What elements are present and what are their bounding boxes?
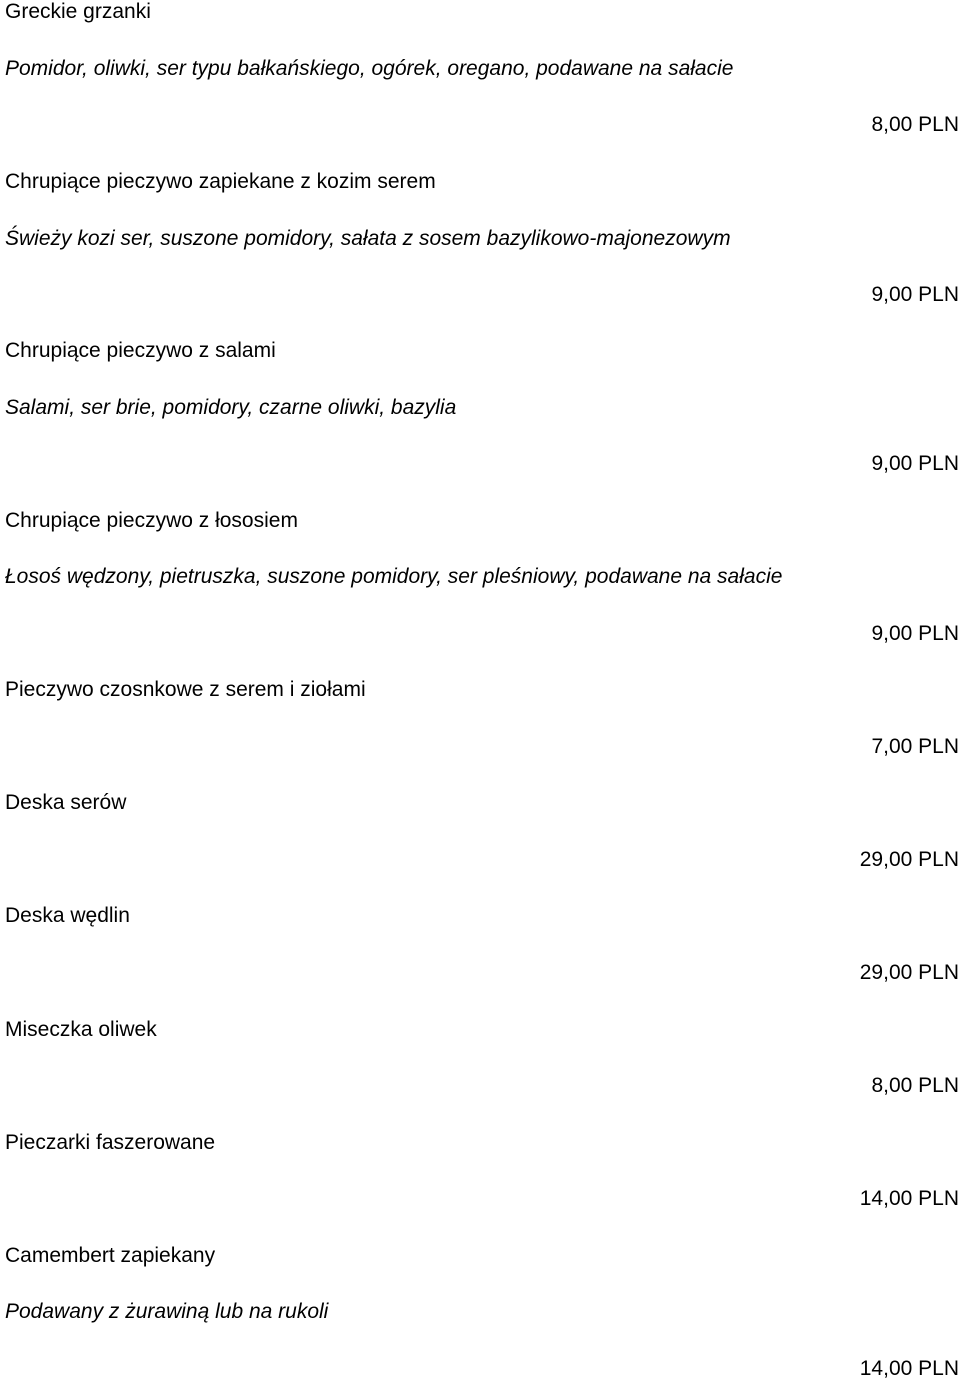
menu-item-price: 14,00 PLN — [859, 1357, 959, 1380]
menu-item-price: 8,00 PLN — [871, 113, 959, 136]
menu-item-price: 29,00 PLN — [859, 848, 959, 871]
menu-item-name: Greckie grzanki — [5, 0, 151, 23]
menu-item-price: 9,00 PLN — [871, 283, 959, 306]
menu-item-price: 9,00 PLN — [871, 622, 959, 645]
menu-item-name: Pieczywo czosnkowe z serem i ziołami — [5, 678, 366, 701]
menu-item-name: Miseczka oliwek — [5, 1018, 157, 1041]
menu-item-description: Pomidor, oliwki, ser typu bałkańskiego, ogórek, oregano, podawane na sałacie — [5, 57, 734, 80]
menu-item-name: Deska serów — [5, 791, 127, 814]
menu-item-description: Salami, ser brie, pomidory, czarne oliwki, bazylia — [5, 396, 457, 419]
menu-item-name: Chrupiące pieczywo zapiekane z kozim serem — [5, 170, 436, 193]
menu-item-name: Deska wędlin — [5, 904, 130, 927]
menu-item-price: 8,00 PLN — [871, 1074, 959, 1097]
menu-item-name: Chrupiące pieczywo z łososiem — [5, 509, 298, 532]
menu-item-description: Świeży kozi ser, suszone pomidory, sałata z sosem bazylikowo-majonezowym — [5, 227, 731, 250]
menu-item-price: 14,00 PLN — [859, 1187, 959, 1210]
menu-item-description: Podawany z żurawiną lub na rukoli — [5, 1300, 329, 1323]
menu-item-price: 9,00 PLN — [871, 452, 959, 475]
menu-item-price: 29,00 PLN — [859, 961, 959, 984]
menu-item-name: Chrupiące pieczywo z salami — [5, 339, 276, 362]
menu-item-name: Camembert zapiekany — [5, 1244, 216, 1267]
menu-item-price: 7,00 PLN — [871, 735, 959, 758]
menu-item-description: Łosoś wędzony, pietruszka, suszone pomidory, ser pleśniowy, podawane na sałacie — [5, 565, 783, 588]
menu-item-name: Pieczarki faszerowane — [5, 1131, 216, 1154]
